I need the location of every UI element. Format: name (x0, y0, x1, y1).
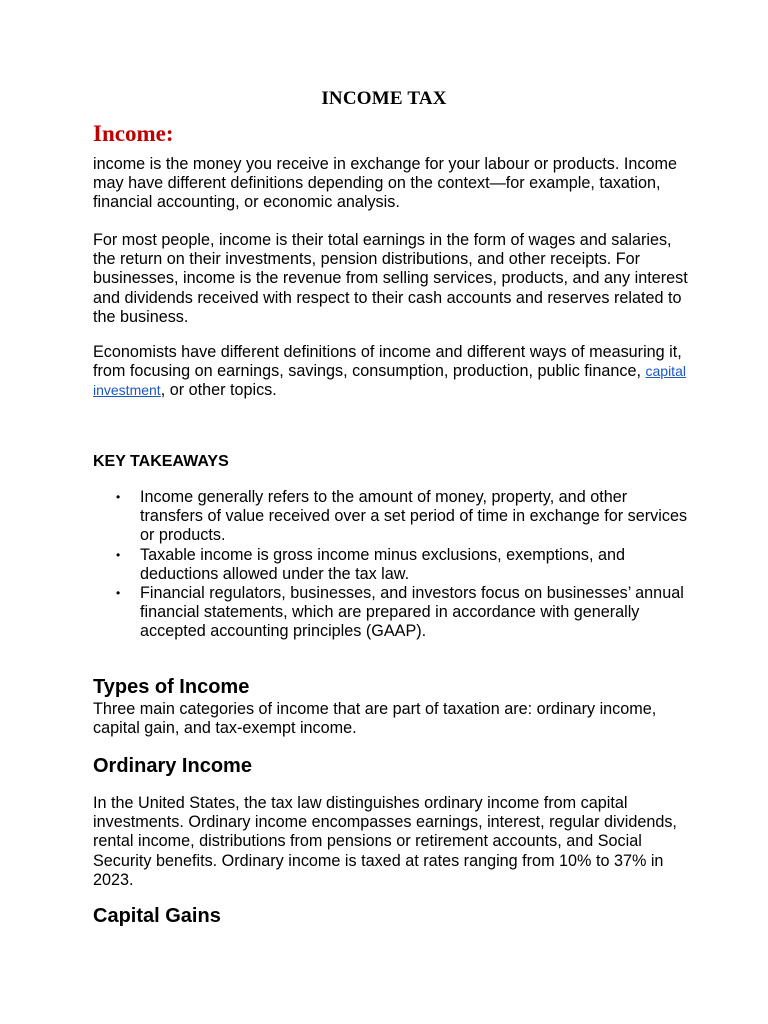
income-paragraph-1 (93, 155, 693, 213)
income-paragraph-3 (93, 343, 693, 401)
list-item (93, 546, 693, 584)
paragraph-text-start: Economists have different definitions of income and different ways of measuring it, from focusing on earnings, savings, consumption, production, public finance, (93, 343, 682, 381)
list-item (93, 488, 693, 546)
list-item (93, 584, 693, 642)
list-item-text: Income generally refers to the amount of money, property, and other transfers of value received over a set period of time in exchange for services or products. (140, 488, 688, 545)
bullet-icon: • (116, 490, 121, 504)
list-item-text: Taxable income is gross income minus exclusions, exemptions, and deductions allowed under the tax law. (140, 545, 625, 583)
income-paragraph-2 (93, 231, 693, 327)
key-takeaways-heading: KEY TAKEAWAYS (93, 453, 229, 470)
ordinary-income-paragraph (93, 794, 693, 890)
ordinary-income-heading: Ordinary Income (93, 755, 252, 777)
paragraph-text: Three main categories of income that are part of taxation are: ordinary income, capital gain, and tax-exempt income. (93, 700, 657, 738)
paragraph-text (93, 343, 693, 401)
paragraph-text: In the United States, the tax law distinguishes ordinary income from capital investments. Ordinary income encompasses earnings, interest, regular dividends, rental income, distributions from pensions or retirement accounts, and Social Security benefits. Ordinary income is taxed at rates ranging from 10% to 37% in 2023. (93, 794, 677, 889)
key-takeaways-list (93, 488, 693, 642)
capital-investment-link[interactable]: capital investment (93, 363, 686, 399)
paragraph-text: income is the money you receive in exchange for your labour or products. Income may have different definitions depending on the context—for example, taxation, financial accounting, or economic analysis. (93, 155, 677, 212)
paragraph-text: For most people, income is their total earnings in the form of wages and salaries, the return on their investments, pension distributions, and other receipts. For businesses, income is the revenue from selling services, products, and any interest and dividends received with respect to their cash accounts and reserves related to the business. (93, 231, 688, 326)
list-item-text: Financial regulators, businesses, and investors focus on businesses’ annual financial statements, which are prepared in accordance with generally accepted accounting principles (GAAP). (140, 584, 684, 641)
types-of-income-heading: Types of Income (93, 676, 250, 698)
income-heading: Income: (93, 121, 174, 146)
capital-gains-heading: Capital Gains (93, 905, 221, 927)
document-title: INCOME TAX (321, 88, 447, 109)
paragraph-text-end: , or other topics. (160, 381, 277, 400)
types-of-income-paragraph (93, 700, 693, 738)
bullet-icon: • (116, 547, 121, 562)
bullet-icon: • (116, 586, 121, 601)
